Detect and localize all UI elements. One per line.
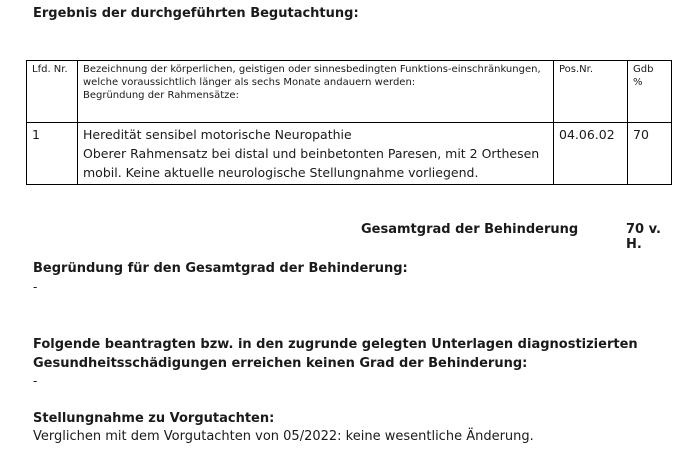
header-description-sub: Begründung der Rahmensätze: (83, 90, 239, 101)
header-nr: Lfd. Nr. (27, 61, 78, 123)
header-description-main: Bezeichnung der körperlichen, geistigen oder sinnesbedingten Funktions-einschränkungen, welche voraussichtlich länger als sechs Monate andauern werden: (83, 64, 541, 88)
total-degree-value: 70 v. H. (626, 222, 661, 252)
previous-report-heading: Stellungnahme zu Vorgutachten: (33, 411, 275, 426)
justification-text: - (33, 280, 38, 294)
table-row (27, 123, 672, 185)
justification-heading: Begründung für den Gesamtgrad der Behinderung: (33, 261, 408, 276)
row-nr: 1 (27, 123, 78, 185)
assessment-table (26, 60, 672, 185)
no-degree-text: - (33, 374, 38, 388)
total-degree-label: Gesamtgrad der Behinderung (361, 222, 579, 237)
header-gdb: Gdb % (628, 61, 672, 123)
document-title: Ergebnis der durchgeführten Begutachtung: (33, 6, 359, 21)
row-description (78, 123, 554, 185)
no-degree-heading: Folgende beantragten bzw. in den zugrunde gelegten Unterlagen diagnostizierten Gesundheitsschädigungen erreichen keinen Grad der Behinderung: (33, 337, 638, 371)
header-pos: Pos.Nr. (554, 61, 628, 123)
previous-report-text: Verglichen mit dem Vorgutachten von 05/2022: keine wesentliche Änderung. (33, 429, 534, 444)
header-description (78, 61, 554, 123)
table-header-row (27, 61, 672, 123)
row-diagnosis: Heredität sensibel motorische Neuropathie (83, 127, 352, 142)
row-gdb: 70 (628, 123, 672, 185)
row-justification: Oberer Rahmensatz bei distal und beinbetonten Paresen, mit 2 Orthesen mobil. Keine aktuelle neurologische Stellungnahme vorliegend. (83, 146, 540, 180)
row-pos: 04.06.02 (554, 123, 628, 185)
